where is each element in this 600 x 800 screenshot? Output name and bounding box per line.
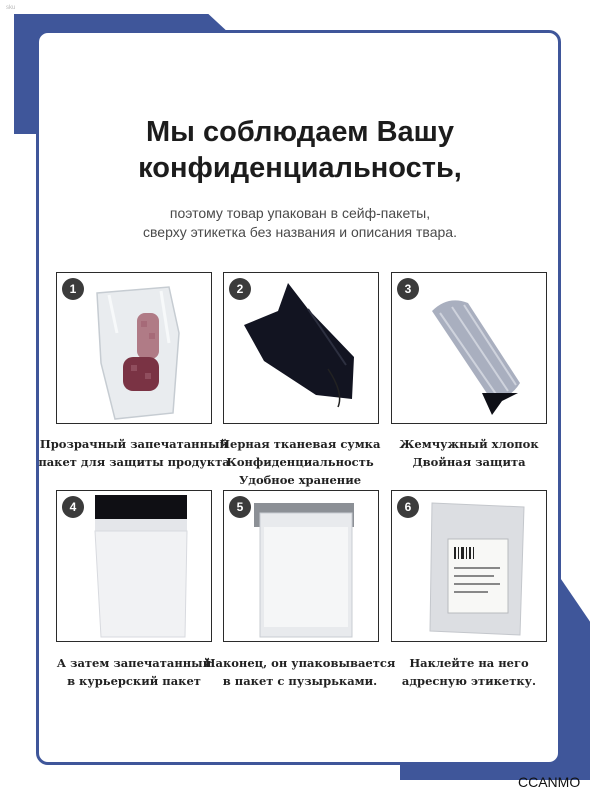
watermark: sku xyxy=(6,5,16,11)
headline-line-1: Мы соблюдаем Вашу xyxy=(146,116,454,148)
step-6-number-badge: 6 xyxy=(397,496,419,518)
step-5-number-badge: 5 xyxy=(229,496,251,518)
step-4-number-badge: 4 xyxy=(62,496,84,518)
step-5-photo xyxy=(223,490,379,642)
step-3-caption-line-1: Жемчужный хлопок xyxy=(399,437,539,451)
step-2-caption-line-3: Удобное хранение xyxy=(238,473,362,487)
step-4-photo xyxy=(56,490,212,642)
headline xyxy=(0,114,600,186)
step-6-caption xyxy=(369,654,569,690)
step-4-caption-line-2: в курьерский пакет xyxy=(67,674,201,688)
subheadline xyxy=(0,204,600,242)
step-1-photo xyxy=(56,272,212,424)
headline-line-2: конфиденциальность, xyxy=(138,152,462,184)
brand-name: CCANMO xyxy=(518,774,581,790)
step-3-caption xyxy=(369,435,569,471)
step-5-caption-line-2: в пакет с пузырьками. xyxy=(222,674,378,688)
step-2-number-badge: 2 xyxy=(229,278,251,300)
step-1-number-badge: 1 xyxy=(62,278,84,300)
step-3-caption-line-2: Двойная защита xyxy=(412,455,526,469)
step-1-caption-line-2: пакет для защиты продукта xyxy=(38,455,230,469)
step-4-caption-line-1: А затем запечатанный xyxy=(56,656,212,670)
step-6-caption-line-1: Наклейте на него xyxy=(409,656,529,670)
step-5-caption-line-1: Наконец, он упаковывается xyxy=(204,656,396,670)
step-3-number-badge: 3 xyxy=(397,278,419,300)
step-6-caption-line-2: адресную этикетку. xyxy=(401,674,537,688)
step-3-photo xyxy=(391,272,547,424)
subheadline-line-1: поэтому товар упакован в сейф-пакеты, xyxy=(169,205,431,221)
step-2-caption-line-2: Конфиденциальность xyxy=(226,455,374,469)
step-2-photo xyxy=(223,272,379,424)
step-2-caption-line-1: Черная тканевая сумка xyxy=(219,437,381,451)
step-1-caption-line-1: Прозрачный запечатанный xyxy=(39,437,229,451)
subheadline-line-2: сверху этикетка без названия и описания твара. xyxy=(143,224,457,240)
step-6-photo xyxy=(391,490,547,642)
